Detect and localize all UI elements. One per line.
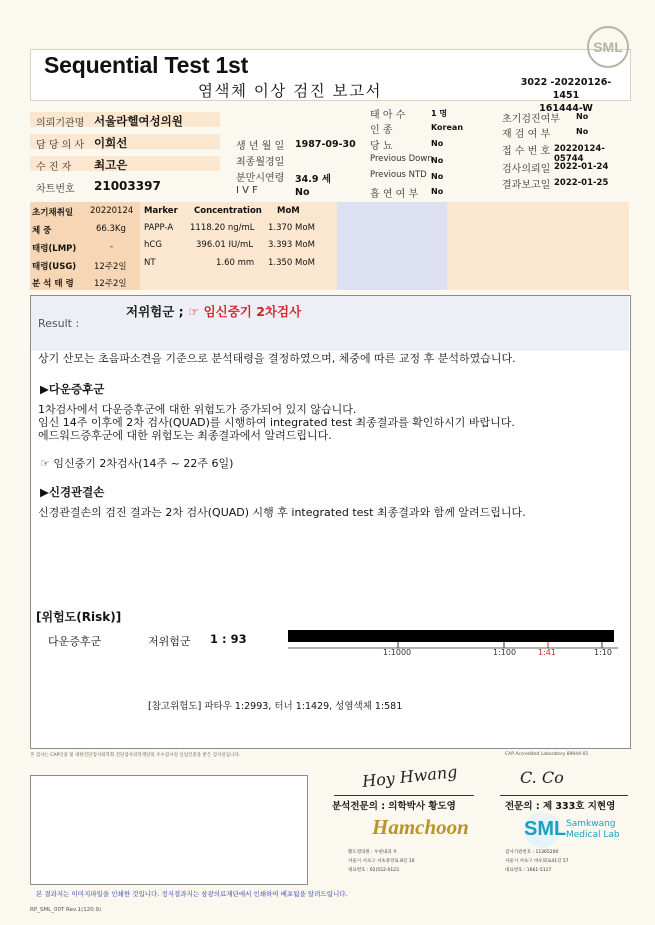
marker-concentration: 1118.20 ng/mL xyxy=(190,223,255,233)
memo-box xyxy=(30,775,308,885)
revision-code: RP_SML_00T Rev.1(120.9) xyxy=(30,907,102,913)
down-syndrome-title: ▶다운증후군 xyxy=(40,382,105,396)
value-report-date: 2022-01-25 xyxy=(554,178,609,188)
value-weight: 66.3Kg xyxy=(96,224,126,234)
hamchoon-line: 대표번호 : 02)552-0123 xyxy=(348,868,399,873)
marker-name: hCG xyxy=(144,240,162,250)
value-collection-date: 20220124 xyxy=(90,206,134,216)
label-doctor: 담 당 의 사 xyxy=(36,140,85,151)
specialist-signature-line xyxy=(500,795,628,796)
down-line-2: 임신 14주 이후에 2차 검사(QUAD)를 시행하여 integrated test 최종결과를 확인하시기 바랍니다. xyxy=(38,416,515,429)
sml-line: 검사기관번호 : 11365200 xyxy=(505,850,559,855)
sml-name-1: Samkwang xyxy=(566,819,616,829)
analyst-signature: Hoy Hwang xyxy=(361,762,459,791)
result-label: Result : xyxy=(38,317,80,330)
value-ga-analysis: 12주2일 xyxy=(94,279,127,289)
label-birthdate: 생 년 월 일 xyxy=(236,141,285,152)
marker-name: PAPP-A xyxy=(144,223,174,233)
sml-logo-icon: SML xyxy=(587,26,629,68)
marker-section xyxy=(30,202,629,290)
value-doctor: 이희선 xyxy=(94,136,128,150)
value-race: Korean xyxy=(431,123,464,132)
risk-name: 다운증후군 xyxy=(48,635,102,648)
cap-note: CAP Accredited Laboratory 89944-01 xyxy=(505,752,589,757)
value-prev-down: No xyxy=(431,156,444,165)
label-initial-screen: 초기검진여부 xyxy=(502,114,560,125)
label-prev-down: Previous Down xyxy=(370,154,433,164)
value-chart: 21003397 xyxy=(94,179,161,193)
label-request-date: 검사의뢰일 xyxy=(502,164,551,175)
label-ga-analysis: 분 석 태 령 xyxy=(32,279,74,289)
value-request-date: 2022-01-24 xyxy=(554,162,609,172)
value-initial-screen: No xyxy=(576,112,589,121)
risk-bar-fill xyxy=(288,630,614,642)
value-ga-usg: 12주2일 xyxy=(94,262,127,272)
value-patient: 최고은 xyxy=(94,158,128,172)
value-prev-ntd: No xyxy=(431,172,444,181)
hamchoon-logo: Hamchoon xyxy=(372,815,469,839)
marker-name: NT xyxy=(144,258,156,268)
sml-line: 대표번호 : 1661-5117 xyxy=(505,868,552,873)
specialist-role: 전문의 : 제 333호 지현영 xyxy=(505,801,616,812)
label-chart: 차트번호 xyxy=(36,184,75,195)
hamchoon-line: 서울시 서초구 서초중앙로 8길 10 xyxy=(348,859,415,864)
label-fetus: 태 아 수 xyxy=(370,110,406,121)
sml-lab-logo: SML xyxy=(524,818,567,840)
result-risk-level: 저위험군 ; xyxy=(126,304,184,319)
label-hospital: 의뢰기관명 xyxy=(36,118,85,129)
report-title: Sequential Test 1st xyxy=(44,52,249,78)
marker-concentration: 396.01 IU/mL xyxy=(196,240,254,250)
value-retest: No xyxy=(576,127,589,136)
value-hospital: 서울라헬여성의원 xyxy=(94,114,183,128)
label-collection-date: 초기채취일 xyxy=(32,208,74,218)
hamchoon-line: 황도영의원 : 우현내과 우 xyxy=(348,850,398,855)
sml-name-2: Medical Lab xyxy=(566,830,620,840)
accreditation-note: 본 검사는 CAP인증 및 대한진단검사의학회 진단검사의학재단의 우수검사실 신임인증을 받은 검사실입니다. xyxy=(30,753,241,758)
value-age: 34.9 세 xyxy=(295,174,331,185)
label-receipt-no: 접 수 번 호 xyxy=(502,146,551,157)
header-concentration: Concentration xyxy=(194,206,262,216)
sml-line: 서울시 서초구 바우뫼로41길 57 xyxy=(505,859,569,864)
risk-level: 저위험군 xyxy=(148,635,191,648)
label-age: 분만시연령 xyxy=(236,173,285,184)
result-header xyxy=(31,296,629,351)
down-line-3: 에드워드증후군에 대한 위험도는 최종결과에서 알려드립니다. xyxy=(38,429,332,442)
label-race: 인 종 xyxy=(370,125,393,136)
label-diabetes: 당 뇨 xyxy=(370,141,393,152)
marker-concentration: 1.60 mm xyxy=(216,258,255,268)
result-recommendation: ☞ 임신중기 2차검사 xyxy=(183,304,302,319)
risk-bar xyxy=(288,628,623,660)
down-line-1: 1차검사에서 다운증후군에 대한 위험도가 증가되어 있지 않습니다. xyxy=(38,403,357,416)
marker-mom: 3.393 MoM xyxy=(268,240,315,250)
label-weight: 체 중 xyxy=(32,226,52,236)
value-ga-lmp: - xyxy=(110,242,114,252)
value-ivf: No xyxy=(295,187,310,198)
document-number-line1: 3022 -20220126-1451 xyxy=(520,77,612,101)
risk-title: [위험도(Risk)] xyxy=(36,610,122,624)
label-ga-usg: 태령(USG) xyxy=(32,262,77,272)
value-fetus: 1 명 xyxy=(431,109,448,118)
label-prev-ntd: Previous NTD xyxy=(370,170,427,180)
second-test-note: ☞ 임신중기 2차검사(14주 ~ 22주 6일) xyxy=(40,457,234,470)
tick-label-cutoff: 1:41 xyxy=(538,648,556,657)
value-receipt-no: 20220124-05744 xyxy=(554,144,605,164)
ntd-title: ▶신경관결손 xyxy=(40,485,105,499)
header-marker: Marker xyxy=(144,206,178,216)
label-smoking: 흡 연 여 부 xyxy=(370,189,419,200)
sml-info xyxy=(505,848,569,875)
value-diabetes: No xyxy=(431,139,444,148)
hamchoon-info xyxy=(348,848,414,875)
analyst-role: 분석전문의 : 의학박사 황도영 xyxy=(332,801,456,812)
marker-mom: 1.370 MoM xyxy=(268,223,315,233)
tick-label-1000: 1:1000 xyxy=(383,648,412,657)
tick-label-10: 1:10 xyxy=(594,648,612,657)
label-retest: 재 검 여 부 xyxy=(502,129,551,140)
value-smoking: No xyxy=(431,187,444,196)
marker-mom: 1.350 MoM xyxy=(268,258,315,268)
specialist-signature: C. Co xyxy=(520,768,564,787)
tick-label-100: 1:100 xyxy=(493,648,517,657)
reference-risk: [참고위험도] 파타우 1:2993, 터너 1:1429, 성염색체 1:581 xyxy=(148,701,403,712)
risk-ratio: 1 : 93 xyxy=(210,632,247,646)
disclaimer: 본 결과지는 이미지파일을 인쇄한 것입니다. 정식결과지는 삼광의료재단에서 인쇄하여 배포됨을 알려드립니다. xyxy=(36,890,348,898)
label-ga-lmp: 태령(LMP) xyxy=(32,244,77,254)
label-report-date: 결과보고일 xyxy=(502,180,551,191)
label-ivf: I V F xyxy=(236,185,258,196)
patient-info xyxy=(30,108,629,200)
analyst-signature-line xyxy=(334,795,474,796)
label-patient: 수 진 자 xyxy=(36,162,72,173)
header-mom: MoM xyxy=(277,206,300,216)
document-number-line2: 161444-W xyxy=(539,103,593,114)
intro-text: 상기 산모는 초음파소견을 기준으로 분석태령을 결정하였으며, 체중에 따른 교정 후 분석하였습니다. xyxy=(38,352,516,365)
ntd-text: 신경관결손의 검진 결과는 2차 검사(QUAD) 시행 후 integrated test 최종결과와 함께 알려드립니다. xyxy=(38,506,526,519)
label-lmp: 최종월경일 xyxy=(236,157,285,168)
report-subtitle: 염색체 이상 검진 보고서 xyxy=(198,82,383,100)
result-value xyxy=(126,302,301,320)
value-birthdate: 1987-09-30 xyxy=(295,139,356,150)
